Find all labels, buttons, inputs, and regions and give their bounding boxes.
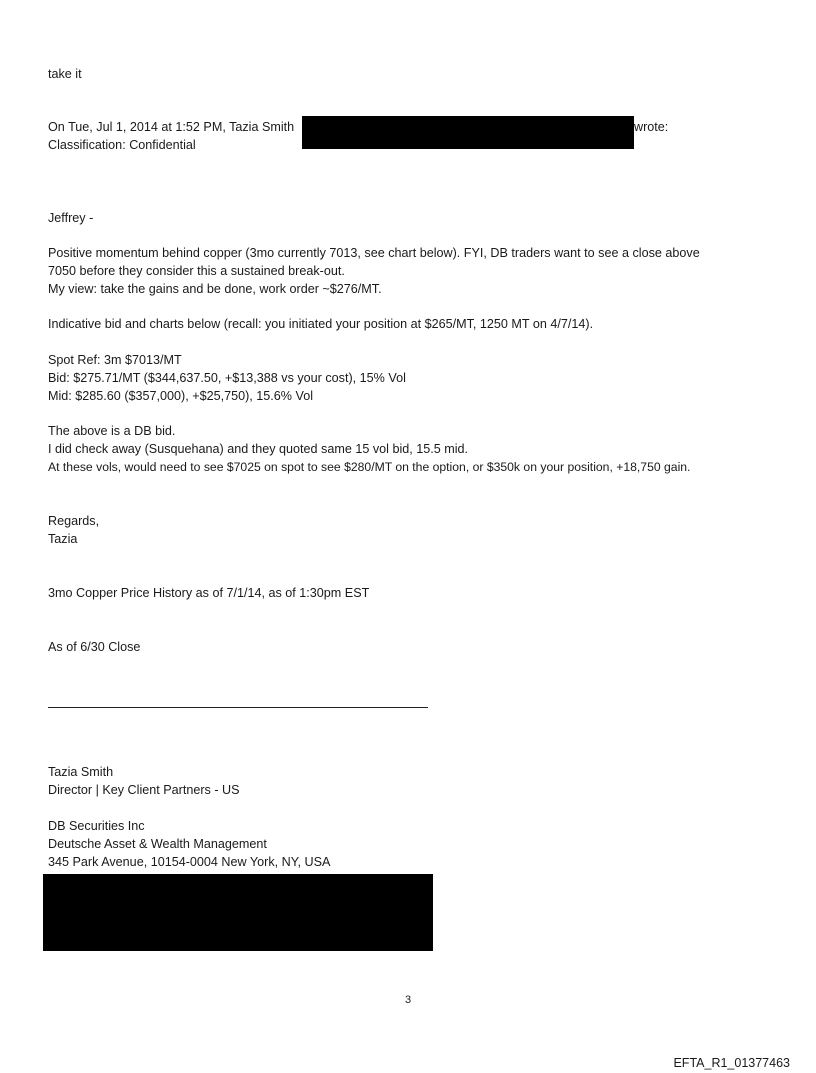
- closing: Regards,: [48, 514, 100, 528]
- paragraph-1-line-3: My view: take the gains and be done, work order ~$276/MT.: [48, 282, 382, 296]
- bid-line: Bid: $275.71/MT ($344,637.50, +$13,388 vs your cost), 15% Vol: [48, 371, 406, 385]
- greeting: Jeffrey -: [48, 211, 94, 225]
- signature-name: Tazia Smith: [48, 765, 114, 779]
- spot-ref: Spot Ref: 3m $7013/MT: [48, 353, 182, 367]
- document-id: EFTA_R1_01377463: [673, 1056, 790, 1070]
- quote-header-prefix: On Tue, Jul 1, 2014 at 1:52 PM, Tazia Smith: [48, 120, 295, 134]
- paragraph-1-line-2: 7050 before they consider this a sustained break-out.: [48, 264, 345, 278]
- paragraph-4-line-3: At these vols, would need to see $7025 on spot to see $280/MT on the option, or $350k on your position, +18,750 gain.: [48, 460, 691, 474]
- quote-header-suffix: wrote:: [634, 120, 669, 134]
- redaction-email-address: [302, 116, 634, 149]
- chart-caption: 3mo Copper Price History as of 7/1/14, as of 1:30pm EST: [48, 586, 370, 600]
- signature-company: DB Securities Inc: [48, 819, 145, 833]
- paragraph-4-line-2: I did check away (Susquehana) and they quoted same 15 vol bid, 15.5 mid.: [48, 442, 469, 456]
- signature-title: Director | Key Client Partners - US: [48, 783, 240, 797]
- closing-name: Tazia: [48, 532, 78, 546]
- chart-caption-2: As of 6/30 Close: [48, 640, 141, 654]
- signature-division: Deutsche Asset & Wealth Management: [48, 837, 267, 851]
- paragraph-2: Indicative bid and charts below (recall: you initiated your position at $265/MT, 1250 MT on 4/7/14).: [48, 317, 594, 331]
- paragraph-1-line-1: Positive momentum behind copper (3mo currently 7013, see chart below). FYI, DB traders want to see a close above: [48, 246, 700, 260]
- mid-line: Mid: $285.60 ($357,000), +$25,750), 15.6% Vol: [48, 389, 314, 403]
- signature-address: 345 Park Avenue, 10154-0004 New York, NY, USA: [48, 855, 331, 869]
- classification-label: Classification: Confidential: [48, 138, 196, 152]
- page-number: 3: [404, 994, 412, 1006]
- paragraph-4-line-1: The above is a DB bid.: [48, 424, 176, 438]
- redaction-contact-block: [43, 874, 433, 951]
- reply-text: take it: [48, 67, 82, 81]
- signature-divider: [48, 707, 428, 708]
